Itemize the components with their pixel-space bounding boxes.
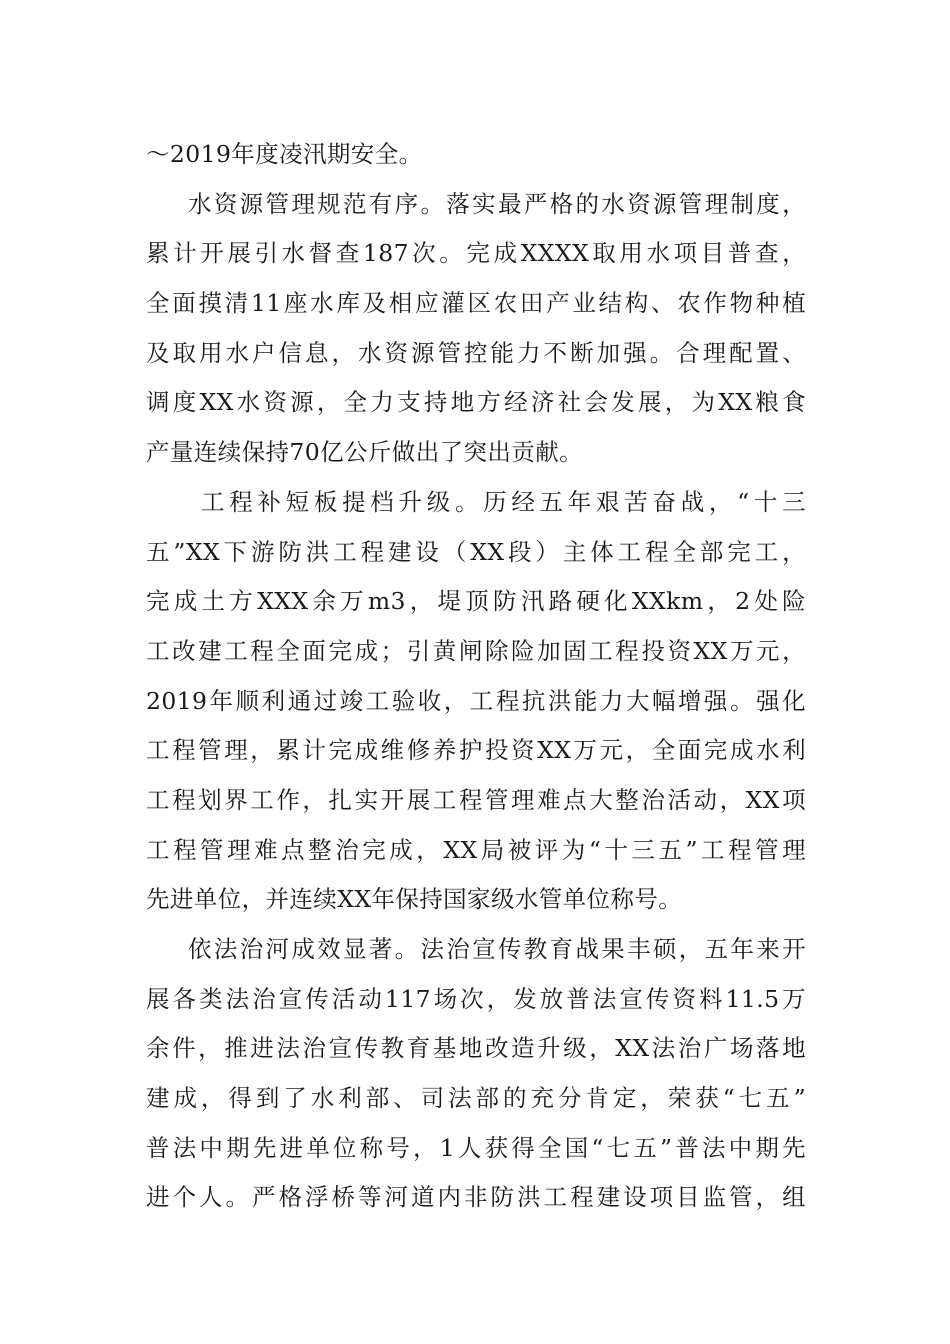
paragraph-engineering-line: 工程补短板提档升级。历经五年艰苦奋战，“十三 <box>201 487 806 516</box>
paragraph-rule-of-law-line: 进个人。严格浮桥等河道内非防洪工程建设项目监管，组 <box>146 1183 806 1212</box>
paragraph-engineering-line: 五”XX下游防洪工程建设（XX段）主体工程全部完工， <box>146 537 806 566</box>
paragraph-engineering-line: 先进单位，并连续XX年保持国家级水管单位称号。 <box>146 885 683 914</box>
paragraph-rule-of-law-line: 展各类法治宣传活动117场次，发放普法宣传资料11.5万 <box>146 984 806 1013</box>
paragraph-water-resources-line: 产量连续保持70亿公斤做出了突出贡献。 <box>146 438 584 467</box>
paragraph-engineering-line: 完成土方XXX余万m3，堤顶防汛路硬化XXkm，2处险 <box>146 587 806 616</box>
paragraph-rule-of-law-line: 普法中期先进单位称号，1人获得全国“七五”普法中期先 <box>146 1133 806 1162</box>
paragraph-water-resources-line: 及取用水户信息，水资源管控能力不断加强。合理配置、 <box>146 338 806 367</box>
body-text <box>146 130 806 1223</box>
paragraph-engineering-line: 工改建工程全面完成；引黄闸除险加固工程投资XX万元， <box>146 636 806 665</box>
paragraph-water-resources-line: 水资源管理规范有序。落实最严格的水资源管理制度， <box>188 189 806 218</box>
paragraph-water-resources-line: 全面摸清11座水库及相应灌区农田产业结构、农作物种植 <box>146 289 806 318</box>
paragraph-engineering-line: 工程管理难点整治完成，XX局被评为“十三五”工程管理 <box>146 835 806 864</box>
paragraph-rule-of-law-line: 余件，推进法治宣传教育基地改造升级，XX法治广场落地 <box>146 1034 806 1063</box>
paragraph-rule-of-law-line: 建成，得到了水利部、司法部的充分肯定，荣获“七五” <box>146 1084 806 1113</box>
paragraph-engineering-line: 2019年顺利通过竣工验收，工程抗洪能力大幅增强。强化 <box>146 686 806 715</box>
paragraph-engineering-line: 工程管理，累计完成维修养护投资XX万元，全面完成水利 <box>146 736 806 765</box>
paragraph-engineering-line: 工程划界工作，扎实开展工程管理难点大整治活动，XX项 <box>146 785 806 814</box>
paragraph-rule-of-law-line: 依法治河成效显著。法治宣传教育战果丰硕，五年来开 <box>188 935 806 963</box>
text-line: ～2019年度凌汛期安全。 <box>146 140 423 168</box>
paragraph-water-resources-line: 调度XX水资源，全力支持地方经济社会发展，为XX粮食 <box>146 388 806 417</box>
paragraph-water-resources-line: 累计开展引水督查187次。完成XXXX取用水项目普查， <box>146 239 806 268</box>
